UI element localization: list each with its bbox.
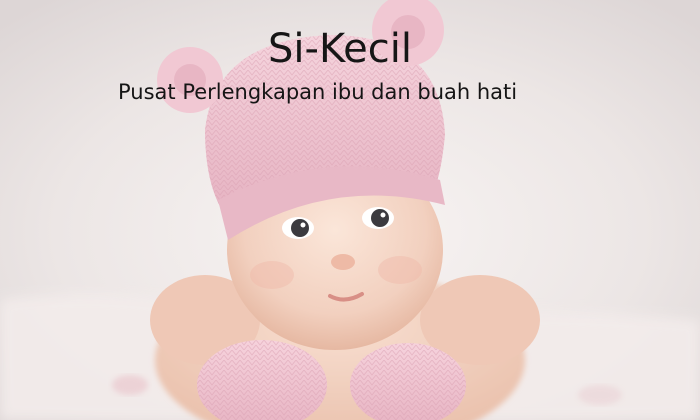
page-title: Si-Kecil [268,26,413,72]
tagline: Pusat Perlengkapan ibu dan buah hati [118,80,518,104]
nose [331,254,355,270]
iris-right [371,209,389,227]
iris-left [291,219,309,237]
blanket-flower [112,375,148,395]
cheek-left [250,261,294,289]
cheek-right [378,256,422,284]
blanket-flower [578,385,622,405]
